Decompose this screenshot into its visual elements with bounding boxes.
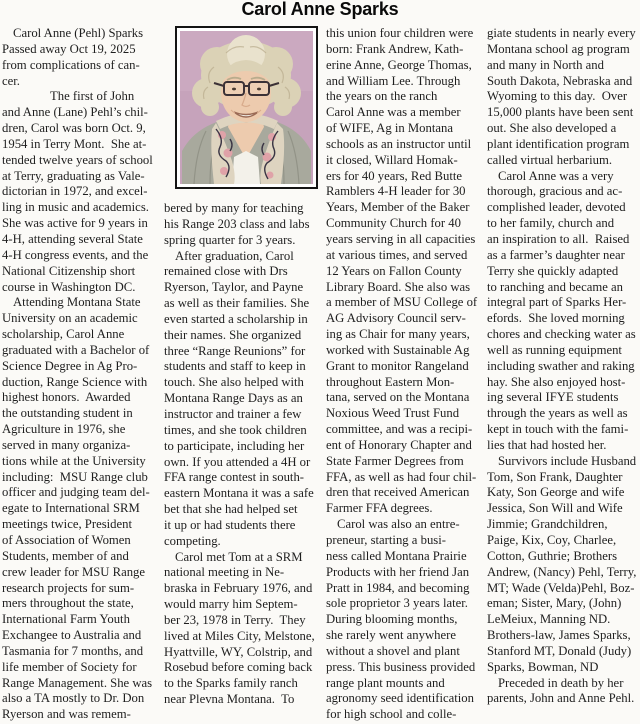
text-line: plant identification program	[487, 136, 630, 151]
text-line: from complications of can-	[2, 57, 140, 72]
text-line: remained close with Drs	[164, 264, 288, 279]
text-line: this union four children were	[326, 26, 474, 40]
text-line: throughout Eastern Mon-	[326, 374, 455, 389]
text-line: Exchangee to Australia and	[2, 628, 142, 643]
text-line: Ryerson, Taylor, and Payne	[164, 280, 304, 295]
text-line: Noxious Weed Trust Fund	[326, 406, 460, 421]
shirt	[232, 151, 260, 184]
text-line: Stanford MT, Donald (Judy)	[487, 643, 632, 658]
text-line: students and staff to keep in	[164, 359, 306, 374]
text-line: and William Lee. Through	[326, 73, 461, 88]
text-line: schools as an instructor until	[326, 136, 472, 151]
text-line: MT; Wade (Velda)Pehl, Boz-	[487, 580, 635, 595]
text-line: officer and judging team del-	[2, 485, 150, 500]
text-line: braska in February 1976, and	[164, 581, 313, 596]
text-line: duction, Range Science with	[2, 374, 148, 389]
text-line: near Plevna Montana. To	[164, 692, 295, 707]
text-line: LeMeiux, Manning ND.	[487, 612, 611, 627]
text-line: University on an academic	[2, 311, 138, 326]
text-line: International Farm Youth	[2, 612, 130, 627]
text-line: research projects for sum-	[2, 580, 135, 595]
text-line: Farmer FFA degrees.	[326, 501, 433, 516]
text-line: without a shovel and plant	[326, 643, 460, 658]
text-line: at various times, and served	[326, 247, 468, 262]
text-line: Range Management. She was	[2, 675, 153, 690]
text-line: Attending Montana State	[13, 295, 141, 310]
text-line: bered by many for teaching	[164, 201, 304, 215]
text-line: Montana school ag program	[487, 41, 630, 56]
text-line: Community Church for 40	[326, 216, 461, 231]
text-line: Sparks, Bowman, ND	[487, 659, 599, 674]
text-line: press. This business provided	[326, 659, 476, 674]
text-line: dren that received American	[326, 485, 470, 500]
text-line: kept in touch with the fami-	[487, 422, 629, 437]
text-line: The first of John	[50, 89, 135, 104]
text-line: graduated with a Bachelor of	[2, 342, 150, 357]
text-line: spring quarter for 3 years.	[164, 232, 296, 247]
text-line: tended twelve years of school	[2, 152, 153, 167]
text-line: bet that she had helped set	[164, 502, 298, 517]
text-line: FFA range contest in south-	[164, 470, 305, 485]
text-line: Terry she quickly adapted	[487, 263, 619, 278]
text-line: preneur, starting a busi-	[326, 533, 446, 547]
text-line: ling in music and academics.	[2, 200, 149, 215]
text-line: and Anne (Lane) Pehl’s chil-	[2, 105, 148, 120]
text-line: eman; Sister, Mary, (John)	[487, 596, 622, 611]
text-line: Carol was also an entre-	[337, 517, 460, 532]
text-line: his Range 203 class and labs	[164, 216, 310, 231]
text-line: served in many organiza-	[2, 437, 131, 452]
text-line: own. If you attended a 4H or	[164, 454, 311, 469]
text-line: committee, and was a recipi-	[326, 422, 473, 437]
text-line: eastern Montana it was a safe	[164, 486, 314, 501]
text-line: giate students in nearly every	[487, 26, 636, 40]
text-line: ing as Chair for many years,	[326, 327, 470, 342]
text-line: Students, member of and	[2, 548, 129, 563]
text-line: ber 23, 1978 in Terry. They	[164, 612, 306, 627]
text-line: During blooming months,	[326, 612, 458, 627]
text-line: Brothers-law, James Sparks,	[487, 628, 631, 643]
text-line: Pratt in 1984, and becoming	[326, 580, 470, 595]
text-line: national meeting in Ne-	[164, 565, 285, 580]
text-line: at Terry, graduating as Vale-	[2, 168, 145, 183]
text-line: and many in North and	[487, 57, 604, 72]
obituary-column-1	[2, 26, 154, 723]
text-line: Hyattville, WY, Colstrip, and	[164, 644, 313, 659]
text-line: mers throughout the state,	[2, 596, 134, 611]
text-line: three “Range Reunions” for	[164, 343, 306, 358]
text-line: of Association of Women	[2, 533, 131, 547]
text-line: complished leader, devoted	[487, 200, 626, 215]
text-line: Paige, Kix, Coy, Charlee,	[487, 533, 617, 547]
text-line: South Dakota, Nebraska and	[487, 73, 633, 88]
text-line: ers for 40 years, Red Butte	[326, 168, 463, 183]
text-line: competing.	[164, 533, 221, 548]
text-line: Jimmie; Grandchildren,	[487, 517, 608, 532]
text-line: chores and checking water as	[487, 327, 636, 342]
text-line: Agriculture in 1976, she	[2, 422, 126, 437]
text-line: Andrew, (Nancy) Pehl, Terry,	[487, 564, 637, 579]
text-line: the years on the ranch	[326, 89, 438, 104]
text-line: Rosebud before coming back	[164, 660, 313, 675]
text-line: of WIFE, Ag in Montana	[326, 121, 453, 136]
text-line: dren, Carol was born Oct. 9,	[2, 121, 146, 136]
obituary-column-3	[326, 26, 480, 723]
text-line: Carol met Tom at a SRM	[175, 549, 303, 564]
portrait-illustration	[180, 31, 313, 184]
text-line: State Farmer Degrees from	[326, 453, 464, 468]
text-line: Library Board. She also was	[326, 279, 471, 294]
text-line: Survivors include Husband	[498, 453, 637, 468]
text-line: as a farmer’s daughter near	[487, 247, 625, 262]
text-line: ness called Montana Prairie	[326, 548, 467, 563]
text-line: Science Degree in Ag Pro-	[2, 358, 138, 373]
text-line: born: Frank Andrew, Kath-	[326, 41, 464, 56]
text-line: 12 Years on Fallon County	[326, 263, 462, 278]
text-line: times, and she took children	[164, 422, 307, 437]
text-line: hay. She also enjoyed host-	[487, 374, 626, 389]
text-line: a member of MSU College of	[326, 295, 478, 310]
text-line: she rarely went anywhere	[326, 628, 456, 643]
text-line: an inspiration to all. Raised	[487, 231, 630, 246]
text-line: also a TA mostly to Dr. Don	[2, 691, 145, 706]
text-line: Montana Range Days as an	[164, 391, 303, 406]
text-line: including: MSU Range club	[2, 469, 148, 484]
text-line: scholarship, Carol Anne	[2, 327, 125, 342]
portrait-photo	[175, 26, 318, 189]
text-line: Carol Anne was a member	[326, 105, 461, 120]
text-line: life member of Society for	[2, 659, 137, 674]
text-line: crew leader for MSU Range	[2, 564, 146, 579]
text-line: erine Anne, George Thomas,	[326, 57, 472, 72]
text-line: Ramblers 4-H leader for 30	[326, 184, 466, 199]
text-line: including swather and raking	[487, 358, 635, 373]
text-line: 4-H, attending several State	[2, 231, 143, 246]
text-line: 1954 in Terry Mont. She at-	[2, 136, 147, 151]
text-line: Tasmania for 7 months, and	[2, 643, 144, 658]
text-line: She was active for 9 years in	[2, 216, 148, 231]
text-line: dictorian in 1972, and excel-	[2, 184, 148, 199]
text-line: worked with Sustainable Ag	[326, 342, 470, 357]
text-line: through the years as well as	[487, 406, 628, 421]
text-line: for high school and colle-	[326, 707, 457, 722]
text-line: agronomy seed identification	[326, 691, 474, 706]
text-line: cer.	[2, 73, 20, 88]
text-line: Cotton, Guthrie; Brothers	[487, 548, 618, 563]
text-line: Jessica, Son Will and Wife	[487, 501, 623, 516]
text-line: it closed, Willard Homak-	[326, 152, 458, 167]
text-line: years serving in all capacities	[326, 231, 476, 246]
text-line: highest honors. Awarded	[2, 390, 131, 405]
text-line: integral part of Sparks Her-	[487, 295, 627, 310]
text-line: their names. She organized	[164, 327, 302, 342]
text-line: AG Advisory Council serv-	[326, 311, 466, 326]
text-line: After graduation, Carol	[175, 248, 294, 263]
text-line: it up or had students there	[164, 517, 296, 532]
text-line: Ryerson and was remem-	[2, 707, 131, 722]
text-line: well as running equipment	[487, 342, 622, 357]
text-line: 15,000 plants have been sent	[487, 105, 634, 120]
text-line: instructor and trainer a few	[164, 406, 302, 421]
text-line: meetings twice, President	[2, 517, 133, 532]
text-line: ing several IFYE students	[487, 390, 619, 405]
text-line: Wyoming to this day. Over	[487, 89, 628, 104]
text-line: efords. She loved morning	[487, 311, 625, 326]
text-line: sole proprietor 3 years later.	[326, 596, 468, 611]
text-line: range plant mounts and	[326, 675, 445, 690]
text-line: lived at Miles City, Melstone,	[164, 628, 315, 643]
text-line: egate to International SRM	[2, 501, 140, 516]
text-line: to ranching and became an	[487, 279, 623, 294]
text-line: as well as their families. She	[164, 296, 310, 311]
text-line: even started a scholarship in	[164, 311, 308, 326]
text-line: thorough, gracious and ac-	[487, 184, 623, 199]
text-line: Carol Anne (Pehl) Sparks	[13, 26, 144, 40]
text-line: Carol Anne was a very	[498, 168, 614, 183]
text-line: lies that had hosted her.	[487, 437, 607, 452]
text-line: FFA, as well as had four chil-	[326, 469, 477, 484]
text-line: to the Sparks family ranch	[164, 676, 298, 691]
page-title: Carol Anne Sparks	[241, 0, 399, 19]
text-line: would marry him Septem-	[164, 597, 298, 612]
text-line: Preceded in death by her	[498, 675, 624, 690]
text-line: called virtual herbarium.	[487, 152, 613, 167]
text-line: Products with her friend Jan	[326, 564, 470, 579]
text-line: Katy, Son George and wife	[487, 485, 625, 500]
text-line: to participate, including her	[164, 438, 305, 453]
text-line: tions while at the University	[2, 453, 146, 468]
text-line: course in Washington DC.	[2, 279, 136, 294]
obituary-column-2	[164, 201, 320, 708]
text-line: the outstanding student in	[2, 406, 133, 421]
text-line: Tom, Son Frank, Daughter	[487, 469, 623, 484]
obituary-column-4	[487, 26, 639, 707]
text-line: National Citizenship short	[2, 263, 136, 278]
text-line: touch. She also helped with	[164, 375, 304, 390]
text-line: Grant to monitor Rangeland	[326, 358, 469, 373]
text-line: parents, John and Anne Pehl.	[487, 691, 635, 706]
text-line: tana, served on the Montana	[326, 390, 470, 405]
text-line: Passed away Oct 19, 2025	[2, 41, 136, 56]
text-line: ent of Honorary Chapter and	[326, 437, 472, 452]
text-line: 4-H congress events, and the	[2, 247, 149, 262]
text-line: out. She also developed a	[487, 121, 617, 136]
text-line: to her family, church and	[487, 216, 615, 231]
text-line: Years, Member of the Baker	[326, 200, 470, 215]
